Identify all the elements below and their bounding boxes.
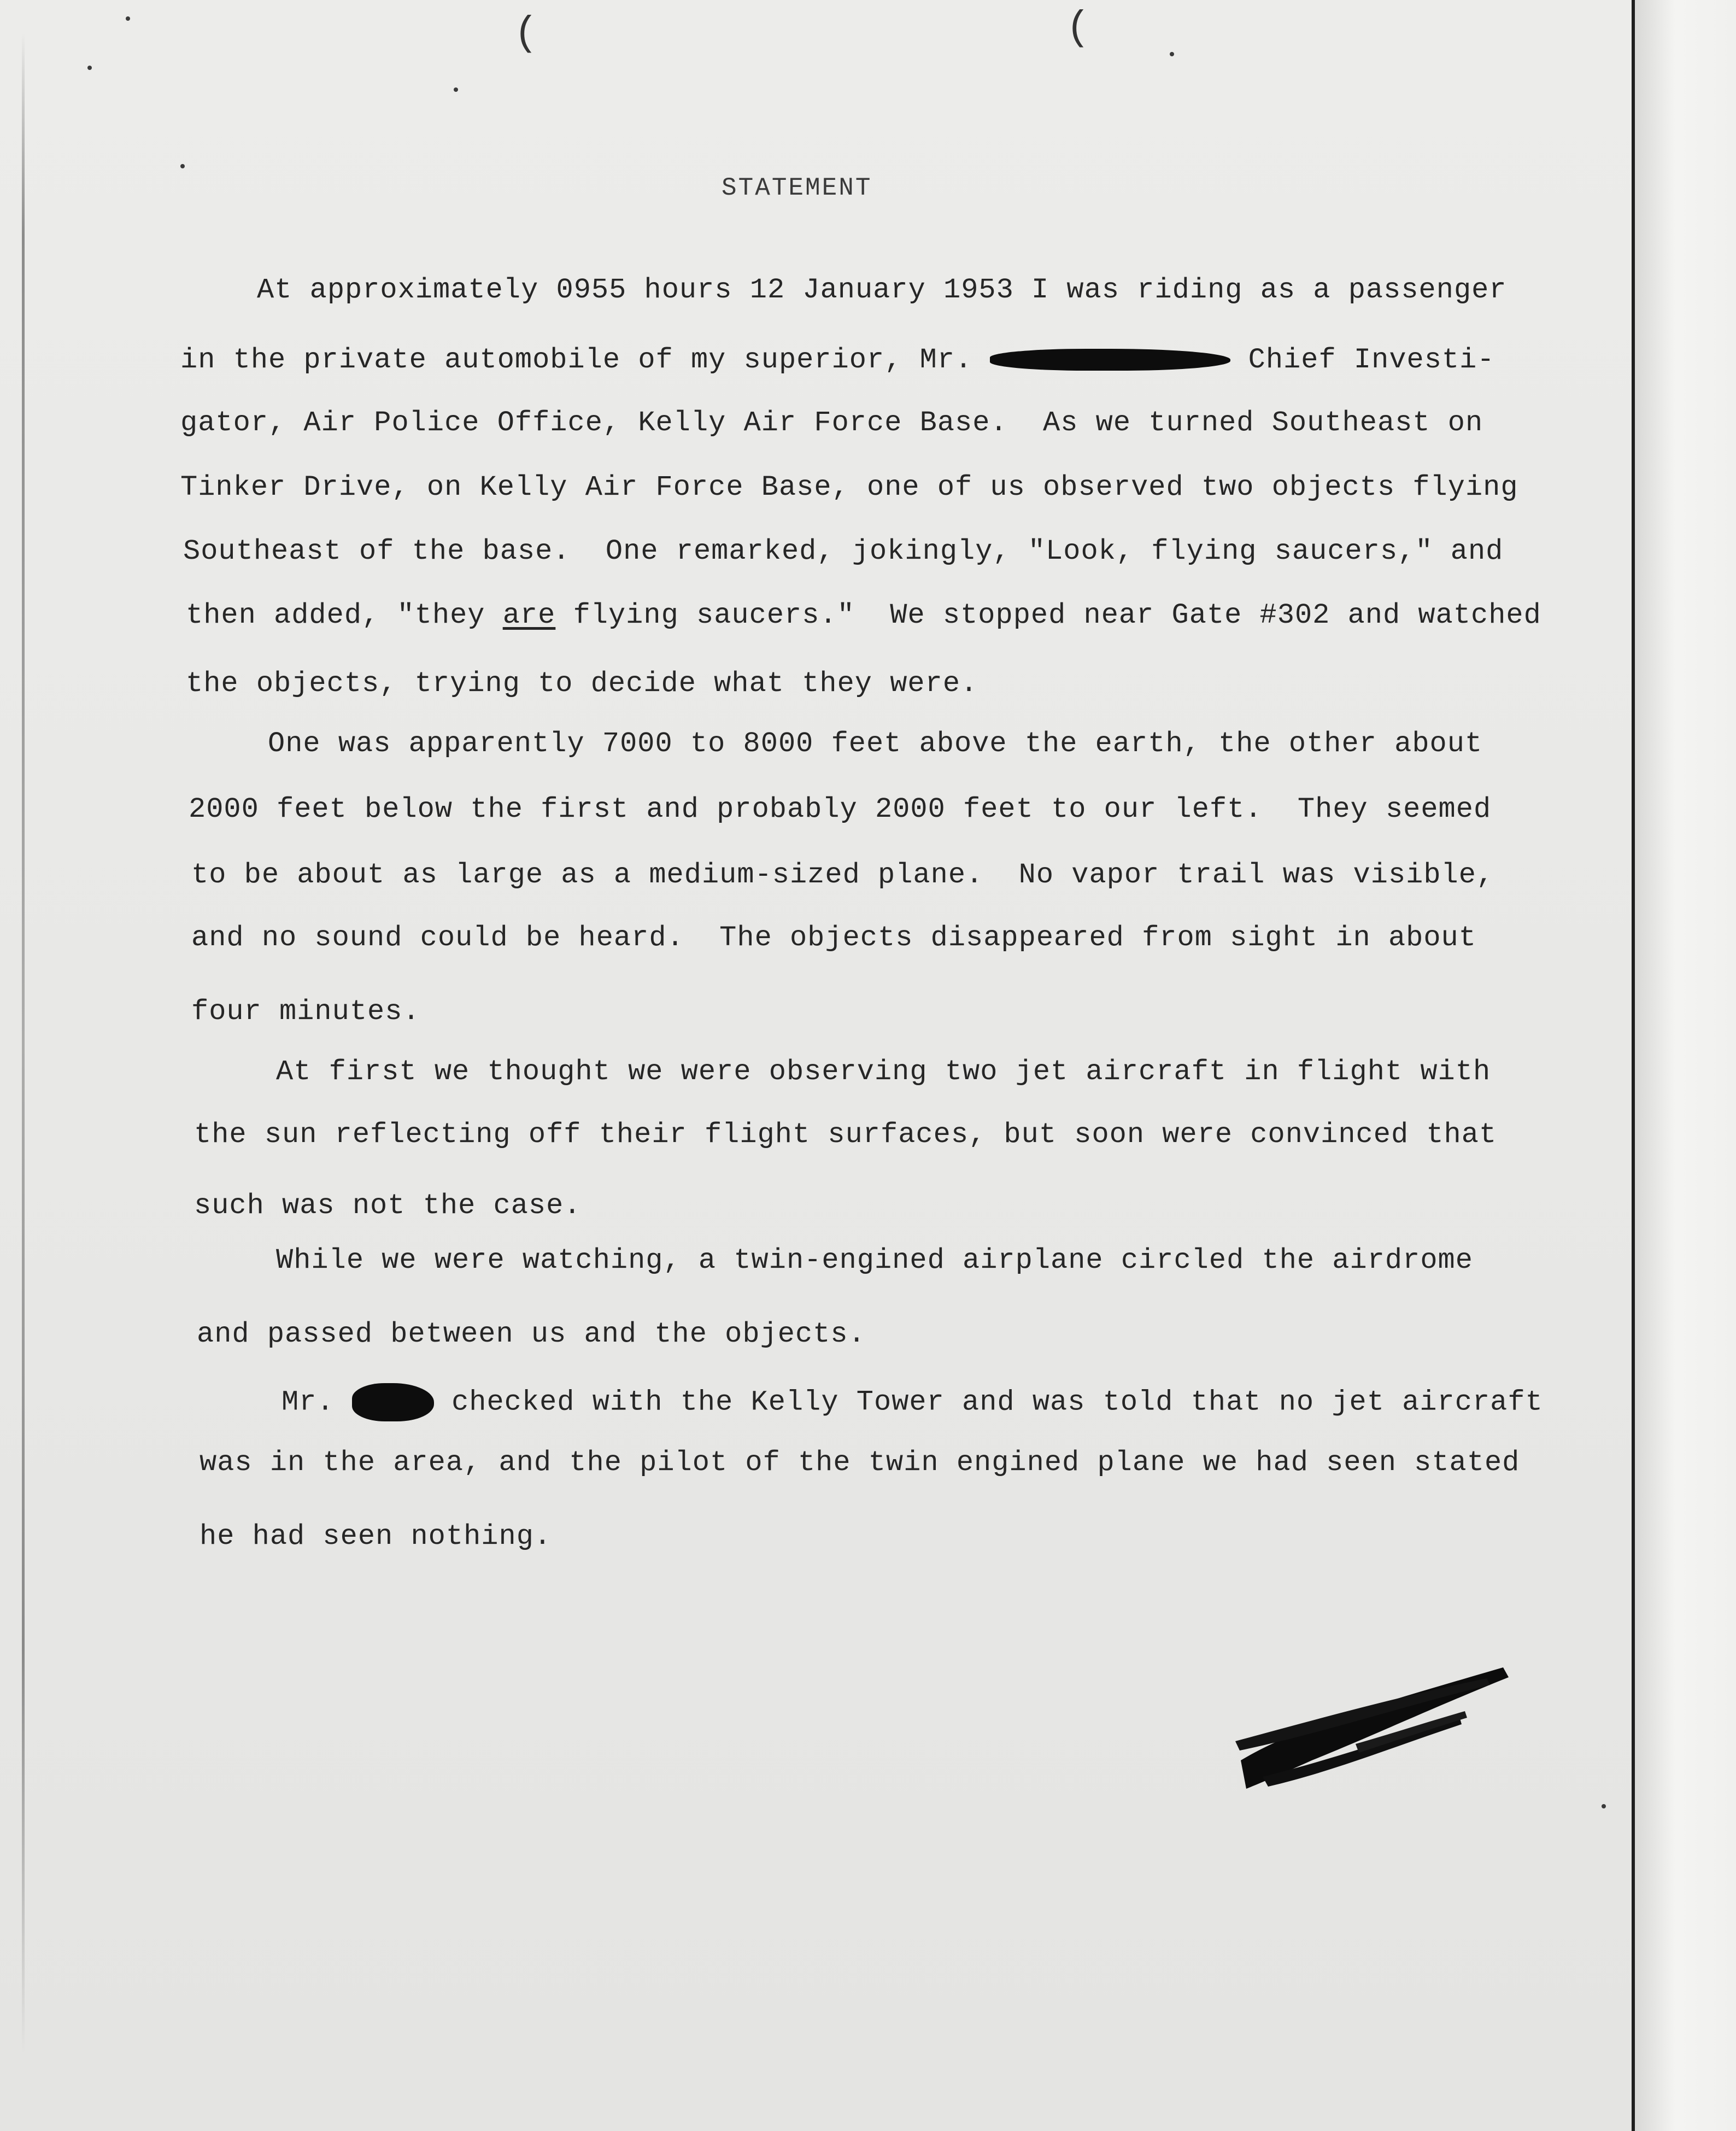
page-title: STATEMENT — [722, 174, 872, 202]
text-line: he had seen nothing. — [200, 1520, 552, 1553]
text-segment: Chief Investi- — [1248, 344, 1495, 376]
text-segment: then added, "they — [186, 599, 485, 631]
scan-mark-paren-left: ( — [514, 11, 538, 57]
scan-speck — [1170, 52, 1174, 56]
text-segment: in the private automobile of my superior, Mr. — [180, 344, 973, 376]
text-line: Southeast of the base. One remarked, jokingly, "Look, flying saucers," and — [183, 535, 1504, 567]
text-line: to be about as large as a medium-sized plane. No vapor trail was visible, — [191, 859, 1494, 891]
text-line: was in the area, and the pilot of the twin engined plane we had seen stated — [200, 1447, 1520, 1479]
underlined-word: are — [502, 599, 556, 631]
text-line — [281, 1383, 1543, 1421]
scan-speck — [126, 16, 130, 21]
text-line: One was apparently 7000 to 8000 feet above the earth, the other about — [268, 728, 1483, 760]
text-line — [180, 346, 1495, 374]
redaction-mark — [990, 349, 1230, 371]
text-line: While we were watching, a twin-engined airplane circled the airdrome — [276, 1244, 1473, 1277]
text-segment: Mr. — [281, 1386, 335, 1419]
scan-margin-strip — [1635, 0, 1736, 2131]
scan-speck — [1602, 1804, 1606, 1808]
text-line: At approximately 0955 hours 12 January 1953 I was riding as a passenger — [257, 274, 1507, 306]
redaction-mark — [352, 1383, 434, 1421]
text-line: such was not the case. — [194, 1190, 582, 1222]
text-line: At first we thought we were observing two jet aircraft in flight with — [276, 1056, 1491, 1088]
text-line: the sun reflecting off their flight surfaces, but soon were convinced that — [194, 1119, 1497, 1151]
text-line: the objects, trying to decide what they were. — [186, 668, 978, 700]
text-line: 2000 feet below the first and probably 2000 feet to our left. They seemed — [189, 793, 1492, 826]
text-line: and no sound could be heard. The objects disappeared from sight in about — [191, 922, 1476, 954]
scan-mark-paren-right: ( — [1066, 5, 1090, 51]
text-line: gator, Air Police Office, Kelly Air Force Base. As we turned Southeast on — [180, 407, 1483, 439]
text-segment: checked with the Kelly Tower and was told that no jet aircraft — [451, 1386, 1543, 1419]
redacted-signature — [1230, 1646, 1514, 1810]
scan-speck — [180, 164, 185, 168]
left-scan-edge — [22, 33, 25, 2056]
text-line: four minutes. — [191, 996, 420, 1028]
scan-speck — [454, 87, 458, 92]
text-line: Tinker Drive, on Kelly Air Force Base, one of us observed two objects flying — [180, 471, 1518, 504]
text-line: and passed between us and the objects. — [197, 1318, 866, 1350]
scan-speck — [87, 66, 92, 70]
text-segment: flying saucers." We stopped near Gate #302 and watched — [573, 599, 1541, 631]
text-line — [186, 601, 1541, 630]
